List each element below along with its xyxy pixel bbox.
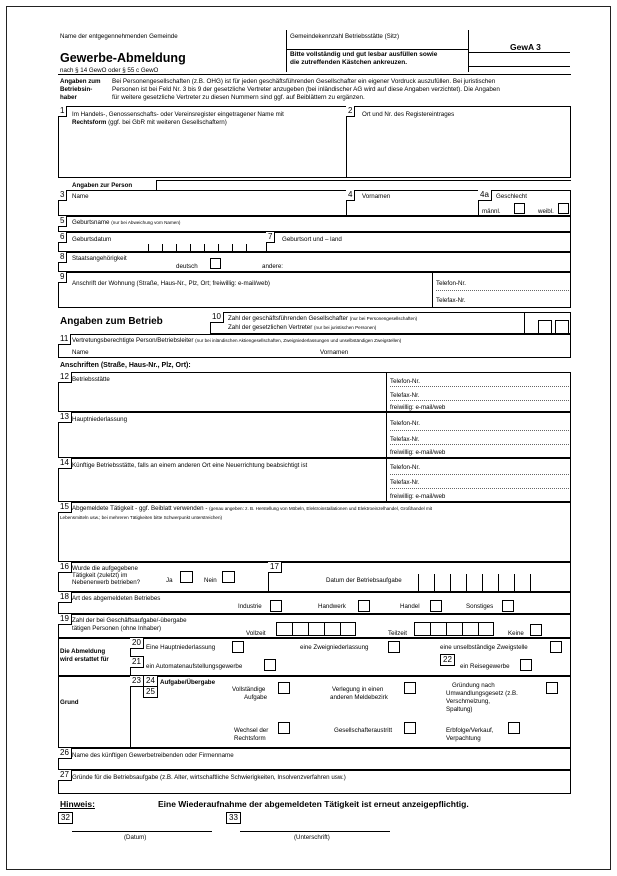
field-7-label[interactable]: Geburtsort und – land bbox=[282, 236, 342, 243]
intro-heading-2: Betriebsin- bbox=[60, 86, 93, 93]
signature-caption: (Unterschrift) bbox=[294, 834, 330, 841]
field-4-number: 4 bbox=[346, 190, 355, 201]
anschriften-heading: Anschriften (Straße, Haus-Nr., Plz, Ort): bbox=[60, 362, 191, 369]
field-12-row bbox=[58, 372, 571, 412]
dependent-branch-label: eine unselbständige Zweigstelle bbox=[440, 644, 528, 651]
field-10-line-1: Zahl der geschäftsführenden Gesellschafter bbox=[228, 315, 349, 322]
grund-label: Grund bbox=[60, 699, 79, 706]
type-other-checkbox[interactable] bbox=[502, 600, 514, 612]
reason-umw-checkbox[interactable] bbox=[546, 682, 558, 694]
reason-move-line-2: anderen Meldebezirk bbox=[330, 694, 388, 701]
instruction-line-2: die zutreffenden Kästchen ankreuzen. bbox=[290, 59, 408, 66]
field-8-number: 8 bbox=[58, 252, 67, 263]
field-22-number: 22 bbox=[440, 654, 455, 666]
field-5-note: (nur bei Abweichung vom Namen) bbox=[111, 220, 181, 225]
form-code: GewA 3 bbox=[510, 42, 541, 52]
field-19-line-2: tätigen Personen (ohne Inhaber) bbox=[72, 625, 162, 632]
field-13-label[interactable]: Hauptniederlassung bbox=[72, 416, 128, 423]
sideline-yes-checkbox[interactable] bbox=[180, 571, 193, 583]
gender-female-checkbox[interactable] bbox=[558, 203, 569, 214]
sideline-no-checkbox[interactable] bbox=[222, 571, 235, 583]
reason-partner-exit-checkbox[interactable] bbox=[404, 722, 416, 734]
field-18-label: Art des abgemeldeten Betriebes bbox=[72, 595, 161, 602]
field-12-telefon[interactable]: Telefon-Nr. bbox=[390, 378, 420, 385]
reason-form-checkbox[interactable] bbox=[278, 722, 290, 734]
type-industry-checkbox[interactable] bbox=[270, 600, 282, 612]
field-27-number: 27 bbox=[58, 770, 72, 781]
field-16-line-3: Nebenerwerb betrieben? bbox=[72, 579, 141, 586]
field-13-row bbox=[58, 412, 571, 458]
field-23-number: 23 bbox=[130, 676, 144, 687]
field-4a-label: Geschlecht bbox=[496, 193, 527, 200]
field-10-note-2: (nur bei juristischen Personen) bbox=[314, 325, 377, 330]
gender-male-label: männl. bbox=[482, 208, 501, 215]
fulltime-label: Vollzeit bbox=[246, 630, 266, 637]
field-5-label: Geburtsname bbox=[72, 219, 110, 226]
field-14-label[interactable]: Künftige Betriebsstätte, falls an einem anderen Ort eine Neuerrichtung beabsichtigt ist bbox=[72, 462, 308, 469]
reason-succession-checkbox[interactable] bbox=[508, 722, 520, 734]
field-3-label[interactable]: Name bbox=[72, 193, 89, 200]
field-15-label: Abgemeldete Tätigkeit - ggf. Beiblatt verwenden - bbox=[72, 505, 208, 512]
type-other-label: Sonstiges bbox=[466, 603, 494, 610]
field-17-label: Datum der Betriebsaufgabe bbox=[326, 577, 402, 584]
type-craft-checkbox[interactable] bbox=[358, 600, 370, 612]
field-5-number: 5 bbox=[58, 216, 67, 227]
field-13-telefon[interactable]: Telefon-Nr. bbox=[390, 420, 420, 427]
field-10-note-1: (nur bei Personengesellschaften) bbox=[349, 316, 418, 321]
field-14-telefax[interactable]: Telefax-Nr. bbox=[390, 479, 420, 486]
field-4-label[interactable]: Vornamen bbox=[362, 193, 391, 200]
reason-succession-line-1: Erbfolge/Verkauf, bbox=[446, 727, 494, 734]
field-1-label-rest: (ggf. bei GbR mit weiteren Gesellschaftern) bbox=[106, 119, 227, 126]
field-9-number: 9 bbox=[58, 272, 67, 283]
field-33-number: 33 bbox=[226, 812, 241, 824]
gemeinde-label: Name der entgegennehmenden Gemeinde bbox=[60, 33, 178, 40]
field-11-name[interactable]: Name bbox=[72, 349, 89, 356]
field-8-label: Staatsangehörigkeit bbox=[72, 255, 127, 262]
fulltime-count-boxes[interactable] bbox=[276, 622, 356, 636]
field-12-number: 12 bbox=[58, 372, 72, 383]
reason-umw-line-4: Spaltung) bbox=[446, 706, 473, 713]
field-20-number: 20 bbox=[130, 638, 144, 649]
field-21-number: 21 bbox=[130, 656, 144, 668]
betrieb-heading: Angaben zum Betrieb bbox=[60, 316, 163, 327]
field-10-number: 10 bbox=[210, 312, 224, 323]
instruction-line-1: Bitte vollständig und gut lesbar ausfüllen sowie bbox=[290, 51, 438, 58]
nationality-german-label: deutsch bbox=[176, 263, 198, 270]
form-title: Gewerbe-Abmeldung bbox=[60, 51, 186, 65]
field-7-number: 7 bbox=[266, 232, 275, 243]
reason-full-line-1: Vollständige bbox=[232, 686, 266, 693]
field-9-telefax[interactable]: Telefax-Nr. bbox=[436, 297, 466, 304]
field-14-email[interactable]: freiwillig: e-mail/web bbox=[390, 493, 446, 500]
field-32-number: 32 bbox=[58, 812, 73, 824]
itinerant-trade-checkbox[interactable] bbox=[520, 659, 532, 671]
none-checkbox[interactable] bbox=[530, 624, 542, 636]
gender-male-checkbox[interactable] bbox=[514, 203, 525, 214]
field-12-telefax[interactable]: Telefax-Nr. bbox=[390, 392, 420, 399]
kennzahl-label: Gemeindekennzahl Betriebsstätte (Sitz) bbox=[290, 33, 400, 40]
intro-heading-1: Angaben zum bbox=[60, 78, 101, 85]
field-10-line-2: Zahl der gesetzlichen Vertreter bbox=[228, 324, 313, 331]
branch-office-label: eine Zweigniederlassung bbox=[300, 644, 369, 651]
nationality-other-label[interactable]: andere: bbox=[262, 263, 283, 270]
field-6-label[interactable]: Geburtsdatum bbox=[72, 236, 112, 243]
field-25-number: 25 bbox=[143, 687, 158, 698]
date-caption: (Datum) bbox=[124, 834, 147, 841]
field-11-note: (nur bei inländischen Aktiengesellschaften, Zweigniederlassungen und unselbständigen Zweigstellen) bbox=[195, 338, 402, 343]
field-14-number: 14 bbox=[58, 458, 72, 469]
date-signature-line[interactable] bbox=[72, 831, 212, 832]
none-label: Keine bbox=[508, 630, 524, 637]
intro-text-3: für weitere gesetzliche Vertreter zu diesen Nummern sind ggf. auf Beiblättern zu ergänzen. bbox=[112, 94, 365, 101]
field-2-number: 2 bbox=[346, 106, 355, 117]
field-4a-number: 4a bbox=[478, 190, 492, 201]
abmeldung-line-1: Die Abmeldung bbox=[60, 648, 106, 655]
field-16-line-1: Wurde die aufgegebene bbox=[72, 565, 138, 572]
intro-heading-3: haber bbox=[60, 94, 77, 101]
legal-basis: nach § 14 GewO oder § 55 c GewO bbox=[60, 67, 159, 74]
field-2-label: Ort und Nr. des Registereintrages bbox=[362, 111, 455, 118]
field-6-number: 6 bbox=[58, 232, 67, 243]
field-17-number: 17 bbox=[268, 562, 282, 573]
field-15-note-1: (genau angeben: z. B. Herstellung von Möbeln, Elektroinstallationen und Elektroeinzelhandel, Großhandel mit bbox=[209, 506, 433, 511]
field-24-number: 24 bbox=[143, 676, 158, 687]
reason-umw-line-2: Umwandlungsgesetz (z.B. bbox=[446, 690, 518, 697]
field-18-number: 18 bbox=[58, 592, 72, 603]
field-20-label: Eine Hauptniederlassung bbox=[146, 644, 216, 651]
field-14-telefon[interactable]: Telefon-Nr. bbox=[390, 464, 420, 471]
field-1-label-a: Im Handels-, Genossenschafts- oder Vereinsregister eingetragener Name mit bbox=[72, 111, 284, 118]
field-3-number: 3 bbox=[58, 190, 67, 201]
type-industry-label: Industrie bbox=[238, 603, 262, 610]
field-26-label: Name des künftigen Gewerbetreibenden oder Firmenname bbox=[72, 752, 234, 759]
field-24-label: Aufgabe/Übergabe bbox=[160, 679, 216, 686]
type-trade-checkbox[interactable] bbox=[430, 600, 442, 612]
reason-partner-exit-label: Gesellschafteraustritt bbox=[334, 727, 393, 734]
field-16-line-2: Tätigkeit (zuletzt) im bbox=[72, 572, 128, 579]
field-19-number: 19 bbox=[58, 614, 72, 625]
type-trade-label: Handel bbox=[400, 603, 420, 610]
intro-text-1: Bei Personengesellschaften (z.B. OHG) ist für jeden geschäftsführenden Gesellschafter ein eigener Vordruck auszufüllen. Bei juristischen bbox=[112, 78, 496, 85]
gender-female-label: weibl. bbox=[538, 208, 554, 215]
hinweis-label: Hinweis: bbox=[60, 799, 95, 809]
field-27-label: Gründe für die Betriebsaufgabe (z.B. Alter, wirtschaftliche Schwierigkeiten, Insolvenzverfahren usw.) bbox=[72, 774, 346, 781]
abmeldung-line-2: wird erstattet für bbox=[60, 656, 109, 663]
intro-text-2: Personen ist bei Feld Nr. 3 bis 9 der gesetzliche Vertreter anzugeben (bei inländischer AG wird auf diese Angaben verzichtet). Die Angaben bbox=[112, 86, 500, 93]
field-22-label: ein Reisegewerbe bbox=[460, 663, 510, 670]
main-branch-checkbox[interactable] bbox=[232, 641, 244, 653]
field-11-label: Vertretungsberechtigte Person/Betriebsleiter bbox=[72, 337, 194, 344]
field-12-email[interactable]: freiwillig: e-mail/web bbox=[390, 404, 446, 411]
reason-form-line-2: Rechtsform bbox=[234, 735, 266, 742]
reason-umw-line-1: Gründung nach bbox=[452, 682, 495, 689]
field-15-number: 15 bbox=[58, 502, 72, 513]
person-heading: Angaben zur Person bbox=[72, 182, 133, 189]
parttime-label: Teilzeit bbox=[388, 630, 407, 637]
field-9-telefon[interactable]: Telefon-Nr. bbox=[436, 280, 466, 287]
field-16-number: 16 bbox=[58, 562, 72, 573]
field-9-label[interactable]: Anschrift der Wohnung (Straße, Haus-Nr., Plz, Ort; freiwillig: e-mail/web) bbox=[72, 280, 270, 287]
field-13-number: 13 bbox=[58, 412, 72, 423]
sideline-no-label: Nein bbox=[204, 577, 217, 584]
field-10-count-a[interactable] bbox=[538, 320, 552, 334]
reason-succession-line-2: Verpachtung bbox=[446, 735, 481, 742]
field-13-email[interactable]: freiwillig: e-mail/web bbox=[390, 449, 446, 456]
field-8-row bbox=[58, 252, 571, 272]
branch-office-checkbox[interactable] bbox=[388, 641, 400, 653]
field-19-line-1: Zahl der bei Geschäftsaufgabe/-übergabe bbox=[72, 617, 187, 624]
field-11-vornamen[interactable]: Vornamen bbox=[320, 349, 349, 356]
field-12-label[interactable]: Betriebsstätte bbox=[72, 376, 110, 383]
closing-date-ticks[interactable] bbox=[418, 574, 568, 592]
type-craft-label: Handwerk bbox=[318, 603, 346, 610]
field-21-label: ein Automatenaufstellungsgewerbe bbox=[146, 663, 243, 670]
dependent-branch-checkbox[interactable] bbox=[550, 641, 562, 653]
nationality-german-checkbox[interactable] bbox=[210, 258, 221, 269]
field-11-number: 11 bbox=[58, 334, 71, 345]
field-1-number: 1 bbox=[58, 106, 67, 117]
reason-umw-line-3: Verschmelzung, bbox=[446, 698, 491, 705]
birthdate-ticks[interactable] bbox=[140, 244, 258, 252]
signature-line[interactable] bbox=[240, 831, 390, 832]
hinweis-text: Eine Wiederaufnahme der abgemeldeten Tätigkeit ist erneut anzeigepflichtig. bbox=[158, 799, 469, 809]
field-10-count-b[interactable] bbox=[555, 320, 569, 334]
field-26-number: 26 bbox=[58, 748, 72, 759]
field-15-note-2: Lebensmitteln usw.; bei mehreren Tätigkeiten bitte Schwerpunkt unterstreichen) bbox=[60, 515, 223, 520]
parttime-count-boxes[interactable] bbox=[414, 622, 494, 636]
vending-checkbox[interactable] bbox=[264, 659, 276, 671]
field-1-label-bold: Rechtsform bbox=[72, 119, 107, 126]
reason-move-line-1: Verlegung in einen bbox=[332, 686, 384, 693]
reason-move-checkbox[interactable] bbox=[404, 682, 416, 694]
field-13-telefax[interactable]: Telefax-Nr. bbox=[390, 436, 420, 443]
reason-full-checkbox[interactable] bbox=[278, 682, 290, 694]
sideline-yes-label: Ja bbox=[166, 577, 173, 584]
reason-form-line-1: Wechsel der bbox=[234, 727, 269, 734]
reason-full-line-2: Aufgabe bbox=[244, 694, 268, 701]
